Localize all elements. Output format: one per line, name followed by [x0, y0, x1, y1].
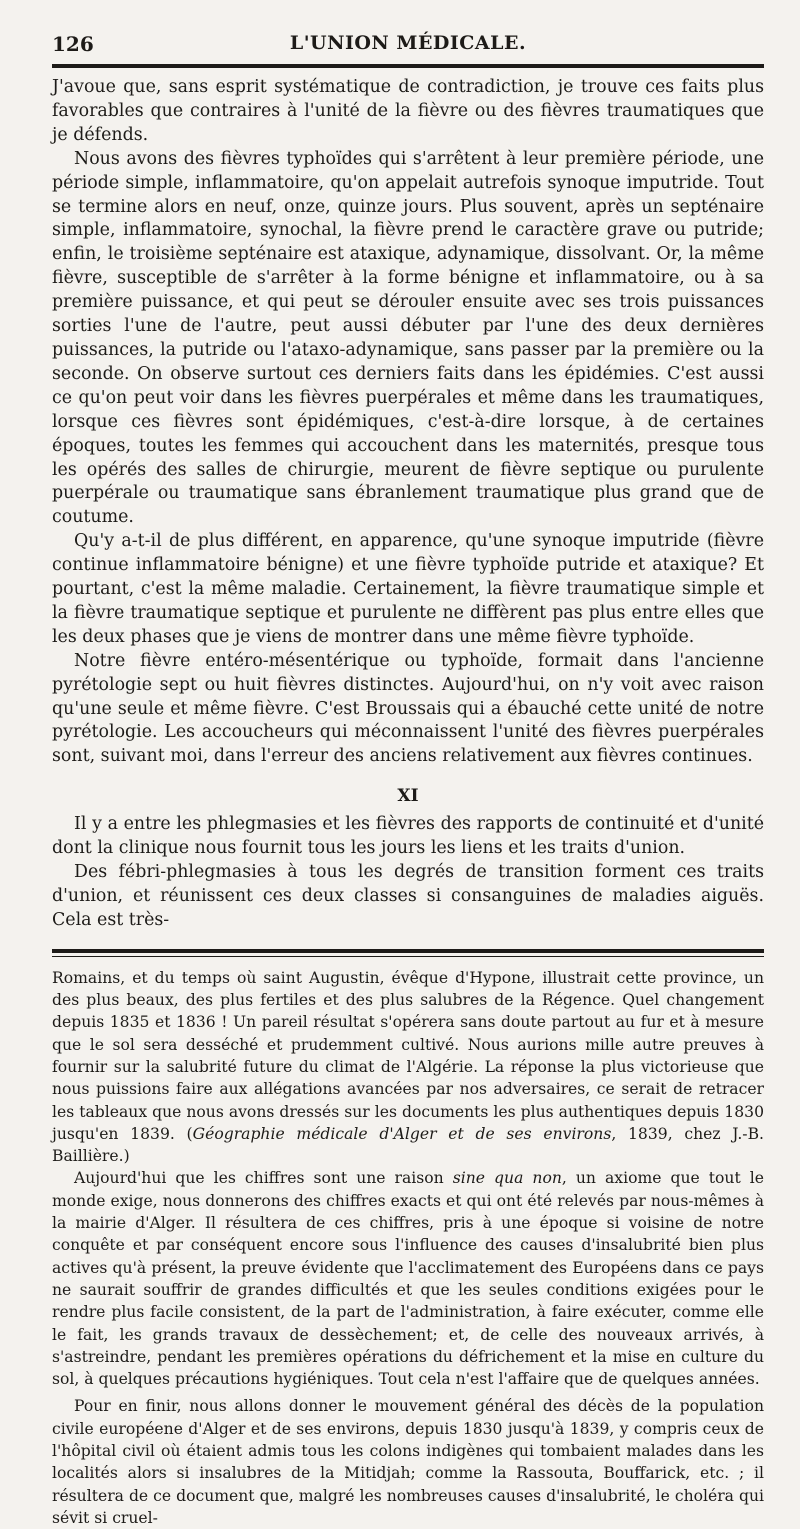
- paragraph: Qu'y a-t-il de plus différent, en apparence, qu'une synoque imputride (fièvre continue inflammatoire bénigne) et une fièvre typhoïde putride et ataxique? Et pourtant, c'est la même maladie. Certainement, la fièvre traumatique simple et la fièvre traumatique septique et purulente ne diffèrent pas plus entre elles que les deux phases que je viens de montrer dans une même fièvre typhoïde.: [52, 531, 764, 647]
- footnote-text: Aujourd'hui que les chiffres sont une raison: [74, 1169, 453, 1188]
- running-title: L'UNION MÉDICALE.: [289, 32, 527, 54]
- paragraph: Des fébri-phlegmasies à tous les degrés de transition forment ces traits d'union, et réunissent ces deux classes si consanguines de maladies aiguës. Cela est très-: [52, 862, 764, 930]
- footnote-paragraph: [52, 1167, 764, 1390]
- paragraph: J'avoue que, sans esprit systématique de contradiction, je trouve ces faits plus favorables que contraires à l'unité de la fièvre ou des fièvres traumatiques que je défends.: [52, 77, 764, 145]
- footnote-text: , un axiome que tout le monde exige, nous donnerons des chiffres exacts et qui ont été relevés par nous-mêmes à la mairie d'Alger. Il résultera de ces chiffres, pris à une époque si voisine de notre conquête et par conséquent encore sous l'influence des causes d'insalubrité bien plus actives qu'à présent, la preuve évidente que l'acclimatement des Européens dans ce pays ne saurait souffrir de grandes difficultés et que les seules conditions exigées pour le rendre plus facile consistent, de la part de l'administration, à faire exécuter, comme elle le fait, les grands travaux de dessèchement; et, de celle des nouveaux arrivés, à s'astreindre, pendant les premières opérations du défrichement et la mise en culture du sol, à quelques précautions hygiéniques. Tout cela n'est l'affaire que de quelques années.: [52, 1169, 764, 1389]
- page-number: 126: [52, 32, 94, 56]
- page: [52, 28, 764, 1529]
- footnote-paragraph: [52, 967, 764, 1168]
- main-text: [52, 76, 764, 933]
- latin-phrase: sine qua non: [452, 1169, 562, 1188]
- paragraph: Nous avons des fièvres typhoïdes qui s'arrêtent à leur première période, une période simple, inflammatoire, qu'on appelait autrefois synoque imputride. Tout se termine alors en neuf, onze, quinze jours. Plus souvent, après un septénaire simple, inflammatoire, synochal, la fièvre prend le caractère grave ou putride; enfin, le troisième septénaire est ataxique, adynamique, dissolvant. Or, la même fièvre, susceptible de s'arrêter à la forme bénigne et inflammatoire, ou à sa première puissance, et qui peut se dérouler ensuite avec ses trois puissances sorties l'une de l'autre, peut aussi débuter par l'une des deux dernières puissances, la putride ou l'ataxo-adynamique, sans passer par la première ou la seconde. On observe surtout ces derniers faits dans les épidémies. C'est aussi ce qu'on peut voir dans les fièvres puerpérales et même dans les traumatiques, lorsque ces fièvres sont épidémiques, c'est-à-dire lorsque, à de certaines époques, toutes les femmes qui accouchent dans les maternités, presque tous les opérés des salles de chirurgie, meurent de fièvre septique ou purulente puerpérale ou traumatique sans ébranlement traumatique plus grand que de coutume.: [52, 148, 764, 528]
- footnote-paragraph: Pour en finir, nous allons donner le mouvement général des décès de la population civile européene d'Alger et de ses environs, depuis 1830 jusqu'à 1839, y compris ceux de l'hôpital civil où étaient admis tous les colons indigènes qui tombaient malades dans les localités alors si insalubres de la Mitidjah; comme la Rassouta, Bouffarick, etc. ; il résultera de ce document que, malgré les nombreuses causes d'insalubrité, le choléra qui sévit si cruel-: [52, 1397, 764, 1527]
- footnote-text: Romains, et du temps où saint Augustin, évêque d'Hypone, illustrait cette province, un des plus beaux, des plus fertiles et des plus salubres de la Régence. Quel changement depuis 1835 et 1836 ! Un pareil résultat s'opérera sans doute partout au fur et à mesure que le sol sera desséché et prudemment cultivé. Nous aurions mille autre preuves à fournir sur la salubrité future du climat de l'Algérie. La réponse la plus victorieuse que nous puissions faire aux allégations avancées par nos adversaires, ce serait de retracer les tableaux que nous avons dressés sur les documents les plus authentiques depuis 1830 jusqu'en 1839. (: [52, 968, 764, 1143]
- footnote-text: , 1839, chez J.-B. Baillière.): [52, 1124, 764, 1166]
- footnote-reference-title: Géographie médicale d'Alger et de ses environs: [192, 1124, 612, 1143]
- page-header: [52, 28, 764, 62]
- footnote-separator: [52, 949, 764, 957]
- footnotes: [52, 967, 764, 1529]
- header-rule: [52, 64, 764, 68]
- paragraph: Il y a entre les phlegmasies et les fièvres des rapports de continuité et d'unité dont la clinique nous fournit tous les jours les liens et les traits d'union.: [52, 814, 764, 859]
- paragraph: Notre fièvre entéro-mésentérique ou typhoïde, formait dans l'ancienne pyrétologie sept ou huit fièvres distinctes. Aujourd'hui, on n'y voit avec raison qu'une seule et même fièvre. C'est Broussais qui a ébauché cette unité de notre pyrétologie. Les accoucheurs qui méconnaissent l'unité des fièvres puerpérales sont, suivant moi, dans l'erreur des anciens relativement aux fièvres continues.: [52, 650, 764, 767]
- section-heading: XI: [397, 786, 419, 807]
